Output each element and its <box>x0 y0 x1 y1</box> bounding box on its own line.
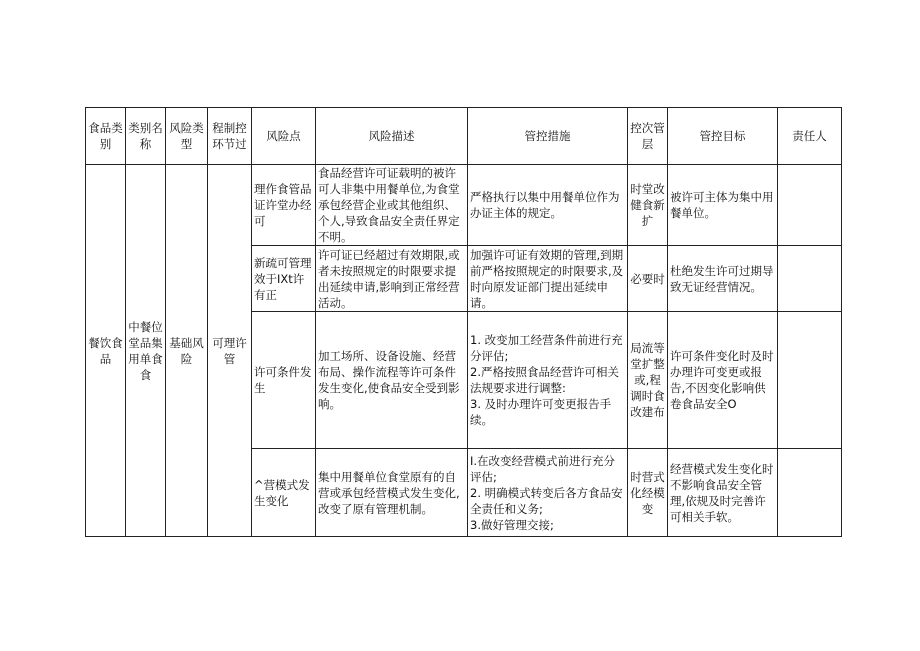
header-process-control: 程制控环节过 <box>208 108 252 165</box>
control-level-cell: 时堂改健食新扩 <box>628 165 668 246</box>
risk-control-table <box>85 107 842 537</box>
responsible-cell <box>778 246 842 312</box>
header-responsible: 责任人 <box>778 108 842 165</box>
risk-point-cell: 新疏可管理效于IXt许有正 <box>252 246 316 312</box>
risk-point-cell: ^营模式发生变化 <box>252 449 316 537</box>
control-goal-cell: 杜绝发生许可过期导致无证经营情况。 <box>668 246 778 312</box>
header-category-name: 类别名称 <box>126 108 166 165</box>
risk-description-cell: 加工场所、设备设施、经营布局、操作流程等许可条件发生变化,使食品安全受到影响。 <box>316 312 468 449</box>
group-process-control: 可理许管 <box>208 165 252 537</box>
group-category-name: 中餐位堂品集用单食食 <box>126 165 166 537</box>
group-risk-type: 基础风险 <box>166 165 208 537</box>
header-food-category: 食品类别 <box>86 108 126 165</box>
header-control-level: 控次管层 <box>628 108 668 165</box>
responsible-cell <box>778 449 842 537</box>
risk-point-cell: 许可条件发生 <box>252 312 316 449</box>
header-risk-point: 风险点 <box>252 108 316 165</box>
control-level-cell: 时营式化经模变 <box>628 449 668 537</box>
control-measures-cell <box>468 312 628 449</box>
responsible-cell <box>778 312 842 449</box>
control-level-cell: 必要时 <box>628 246 668 312</box>
control-goal-cell: 经营模式发生变化时不影响食品安全管理,依规及时完善许可相关手软。 <box>668 449 778 537</box>
risk-description-cell: 集中用餐单位食堂原有的自营或承包经营模式发生变化,改变了原有管理机制。 <box>316 449 468 537</box>
group-food-category: 餐饮食品 <box>86 165 126 537</box>
table-row <box>86 165 842 246</box>
header-row <box>86 108 842 165</box>
header-risk-type: 风险类型 <box>166 108 208 165</box>
control-goal-cell: 许可条件变化时及时办理许可变更或报告,不因变化影响供卷食品安全O <box>668 312 778 449</box>
control-goal-cell: 被许可主体为集中用餐单位。 <box>668 165 778 246</box>
control-measures-cell <box>468 449 628 537</box>
risk-description-cell: 食品经营许可证载明的被许可人非集中用餐单位,为食堂承包经营企业或其他组织、个人,导致食品安全责任界定不明。 <box>316 165 468 246</box>
header-risk-description: 风险描述 <box>316 108 468 165</box>
control-measures-cell: 加强许可证有效期的管理,到期前严格按照规定的时限要求,及时向原发证部门提出延续申请。 <box>468 246 628 312</box>
header-control-measures: 管控措施 <box>468 108 628 165</box>
control-level-cell: 局流等堂扩整或,程调时食改建布 <box>628 312 668 449</box>
risk-point-cell: 理作食管品证许堂办经可 <box>252 165 316 246</box>
control-measures-cell: 严格执行以集中用餐单位作为办证主体的规定。 <box>468 165 628 246</box>
control-measures-text: 1. 改变加工经营条件前进行充分评估; 2.严格按照食品经营许可相关法规要求进行调整: 3. 及时办理许可变更报告手续。 <box>470 333 623 427</box>
responsible-cell <box>778 165 842 246</box>
risk-description-cell: 许可证已经超过有效期限,或者未按照规定的时限要求提出延续申请,影响到正常经营活动。 <box>316 246 468 312</box>
header-control-goal: 管控目标 <box>668 108 778 165</box>
control-measures-text: I.在改变经营模式前进行充分评估; 2. 明确模式转变后各方食品安全责任和义务; 3.做好管理交接; <box>470 453 623 532</box>
